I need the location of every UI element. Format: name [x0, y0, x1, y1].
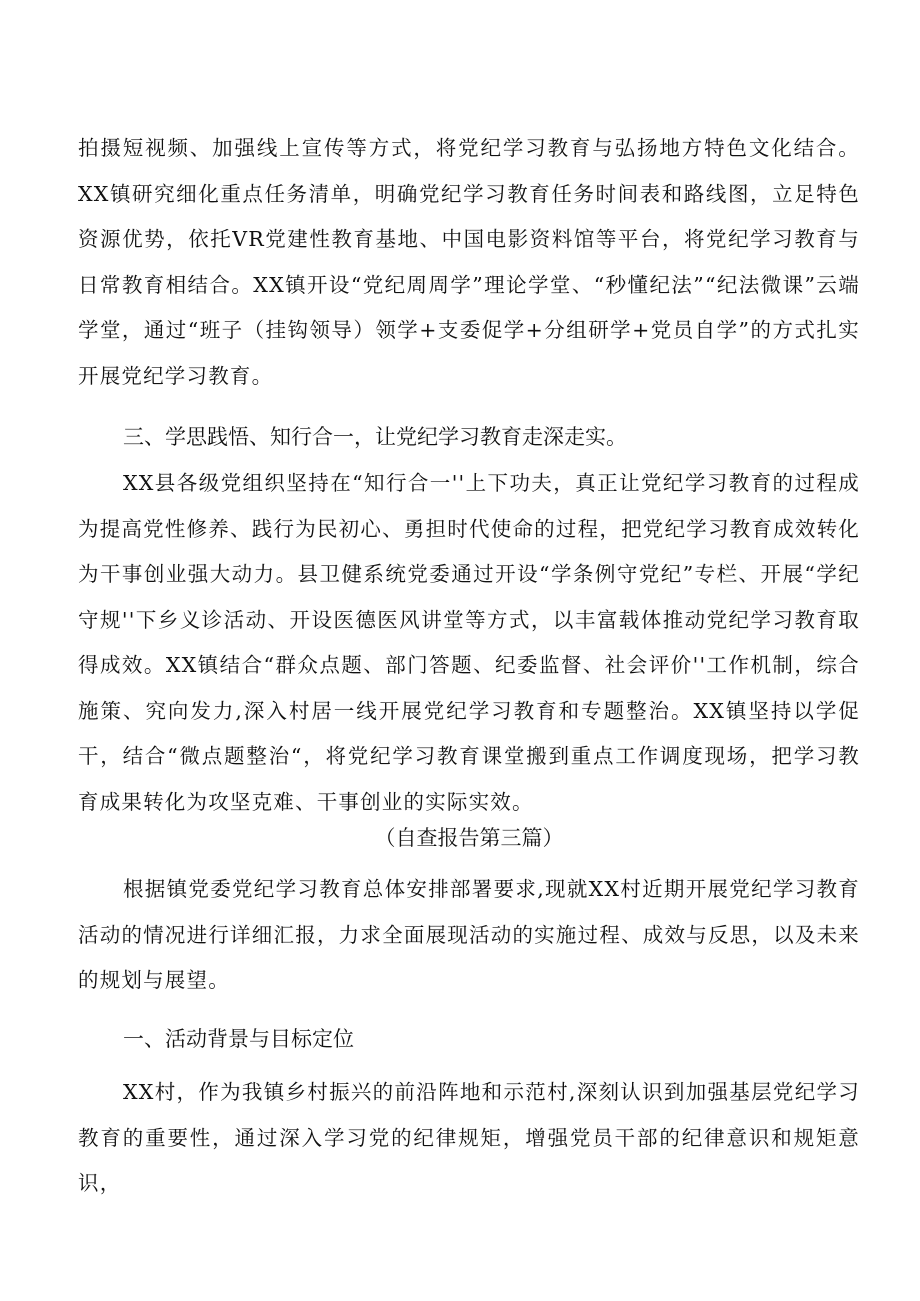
report-section-title: （自查报告第三篇） [374, 826, 564, 850]
heading-section-three: 三、学思践悟、知行合一，让党纪学习教育走深走实。 [123, 425, 627, 449]
paragraph-unity-knowledge-action: XX县各级党组织坚持在“知行合一''上下功夫，真正让党纪学习教育的过程成为提高党性修养、践行为民初心、勇担时代使命的过程，把党纪学习教育成效转化为干事创业强大动力。县卫健系统党委通过开设“学条例守党纪”专栏、开展“学纪守规''下乡义诊活动、开设医德医风讲堂等方式，以丰富载体推动党纪学习教育取得成效。XX镇结合“群众点题、部门答题、纪委监督、社会评价''工作机制，综合施策、究向发力,深入村居一线开展党纪学习教育和专题整治。XX镇坚持以学促干，结合“微点题整治“，将党纪学习教育课堂搬到重点工作调度现场，把学习教育成果转化为攻坚克难、干事创业的实际实效。 [78, 471, 860, 814]
paragraph-report-intro: 根据镇党委党纪学习教育总体安排部署要求,现就XX村近期开展党纪学习教育活动的情况进行详细汇报，力求全面展现活动的实施过程、成效与反思，以及未来的规划与展望。 [78, 877, 860, 992]
heading-background-goals: 一、活动背景与目标定位 [123, 1027, 354, 1051]
paragraph-publicity-methods: 拍摄短视频、加强线上宣传等方式，将党纪学习教育与弘扬地方特色文化结合。XX镇研究细化重点任务清单，明确党纪学习教育任务时间表和路线图，立足特色资源优势，依托VR党建性教育基地、中国电影资料馆等平台，将党纪学习教育与日常教育相结合。XX镇开设“党纪周周学”理论学堂、“秒懂纪法”“纪法微课”云端学堂，通过“班子（挂钩领导）领学+支委促学+分组研学+党员自学”的方式扎实开展党纪学习教育。 [78, 136, 860, 388]
paragraph-village-background: XX村，作为我镇乡村振兴的前沿阵地和示范村,深刻认识到加强基层党纪学习教育的重要性，通过深入学习党的纪律规矩，增强党员干部的纪律意识和规矩意识， [78, 1080, 860, 1195]
